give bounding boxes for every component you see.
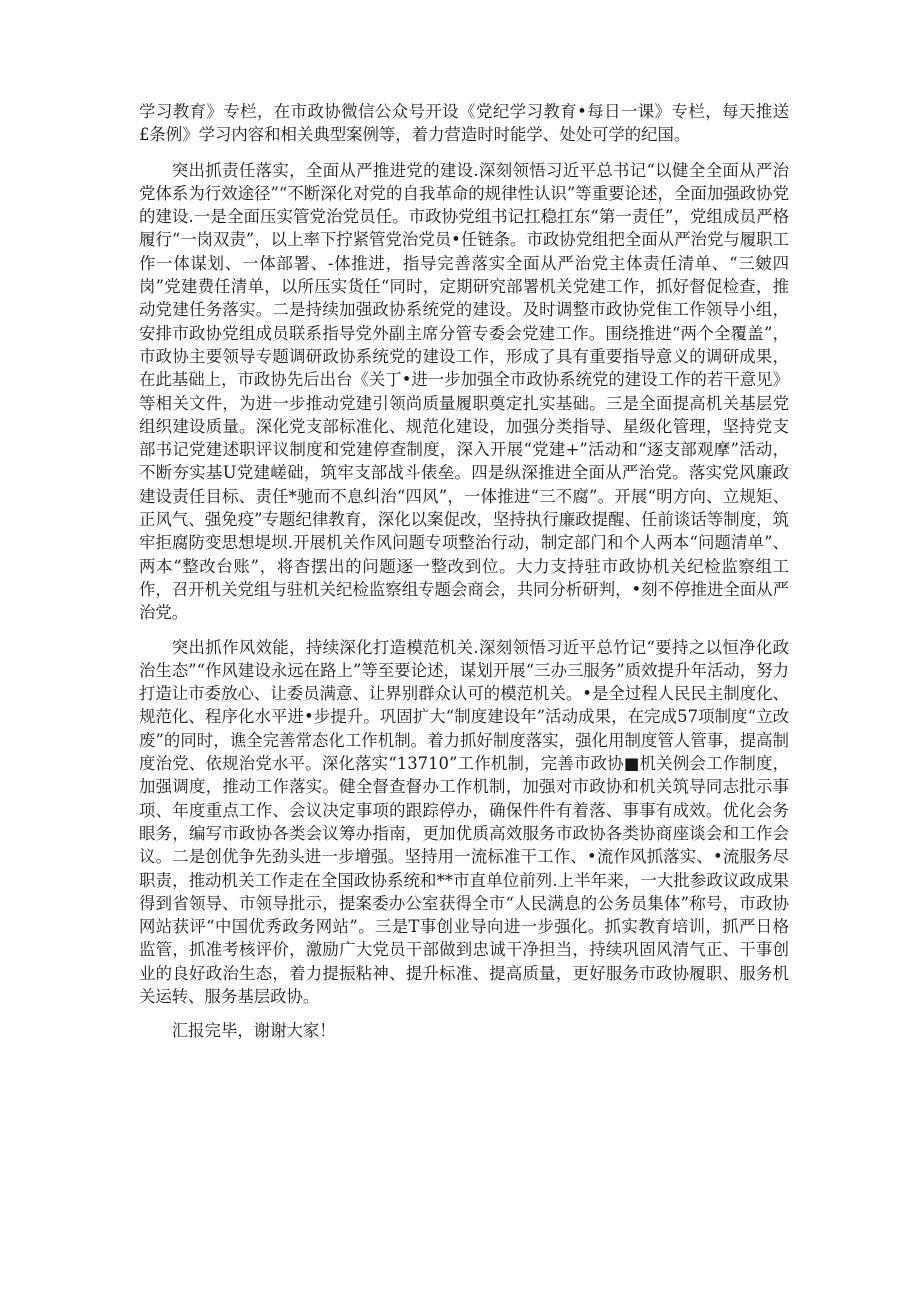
paragraph-continuation: 学习教育》专栏，在市政协微信公众号开设《党纪学习教育•每日一课》专栏，每天推送£条例》学习内容和相关典型案例等，着力营造时时能学、处处可学的纪国。: [139, 102, 789, 145]
paragraph-work-style: 突出抓作风效能，持续深化打造模范机关.深刻领悟习近平总竹记“要持之以恒净化政治生态”“作风建设永远在路上”等至要论述，谋划开展“三办三服务”质效提升年活动，努力打造让市委放心、让委员满意、让界别群众认可的模范机关。•是全过程人民民主制度化、规范化、程序化水平进•步提升。巩固扩大“制度建设年”活动成果，在完成57项制度“立改废”的同时，谯全完善常态化工作机制。着力抓好制度落实，强化用制度管人管事，提高制度治党、依规治党水平。深化落实“13710”工作机制，完善市政协■机关例会工作制度，加强调度，推动工作落实。健全督查督办工作机制，加强对市政协和机关筑导同志批示事项、年度重点工作、会议决定事项的跟踪停办，确保件件有着落、事事有成效。优化会务眼务，编写市政协各类会议筹办指南，更加优质高效服务市政协各类协商座谈会和工作会议。二是创优争先劲头进一步增强。坚持用一流标准干工作、•流作风抓落实、•流服务尽职责，推动机关工作走在全国政协系统和**市直单位前列.上半年来，一大批参政议政成果得到省领导、市领导批示，提案委办公室获得全市“人民满息的公务员集体”称号，市政协网站获评“中国优秀政务网站”。三是T事创业导向进一步强化。抓实教育培训，抓严日格监管，抓准考核评价，激励广大党员干部做到忠诚干净担当，持续巩固风清气正、干事创业的良好政治生态，着力提振粘神、提升标准、提高质量，更好服务市政协履职、服务机关运转、服务基层政协。: [139, 637, 789, 1006]
paragraph-responsibility: 突出抓责任落实，全面从严推进党的建设.深刻领悟习近平总书记“以健全全面从严治党体系为行效途径”“不断深化对党的自我革命的规律性认识”等重要论述，全面加强政协党的建设.一是全面压实管党治党员任。市政协党组书记扛稳扛东“第一责任”，党组成员严格履行“一岗双责”，以上率下拧紧管党治党员•任链条。市政协党组把全面从严治党与履职工作一体谋划、一体部署、-体推进，指导完善落实全面从严治党主体责任清单、“三皴四岗”党建费任清单，以所压实货任“同时，定期研究部署机关党建工作，抓好督促检查，推动党建任务落实。二是持续加强政协系统党的建设。及时调整市政协党隹工作领导小组，安排市政协党组成员联系指导党外副主席分管专委会党建工作。围绕推进“两个全覆盖”，市政协主要领导专题调研政协系统党的建设工作，形成了具有重要指导意义的调研成果，在此基础上，市政协先后出台《关丁•进一步加强全市政协系统党的建设工作的若干意见》等相关文件，为进一步推动党建引领尚质量履职奠定扎实基础。三是全面提高机关基层党组织建设质量。深化党支部标准化、规范化建设，加强分类指导、星级化管理，坚持党支部书记党建述职评议制度和党建停查制度，深入开展“党建+”活动和“逐支部观摩”活动，不断夯实基U党建嵯础，筑牢支部战斗俵垒。四是纵深推进全面从严治党。落实党风廉政建设责任目标、责任*驰而不息纠治“四风”，一体推进“三不腐”。开展“明方向、立规矩、正风气、强免疫”专题纪律教育，深化以案促改，坚持执行廉政提醒、任前谈话等制度，筑牢拒腐防变思想堤坝.开展机关作风问题专项整治行动，制定部门和个人两本“问题清单”、两本“整改台账”，将杳摆出的问题逐一整改到位。大力支持驻市政协机关纪检监察组工作，召开机关党组与驻机关纪检监察组专题会商会，共同分析研判，•刻不停推进全面从严治党。: [139, 160, 789, 623]
paragraph-closing: 汇报完毕，谢谢大家！: [171, 1021, 336, 1041]
document-page: [139, 100, 789, 1043]
